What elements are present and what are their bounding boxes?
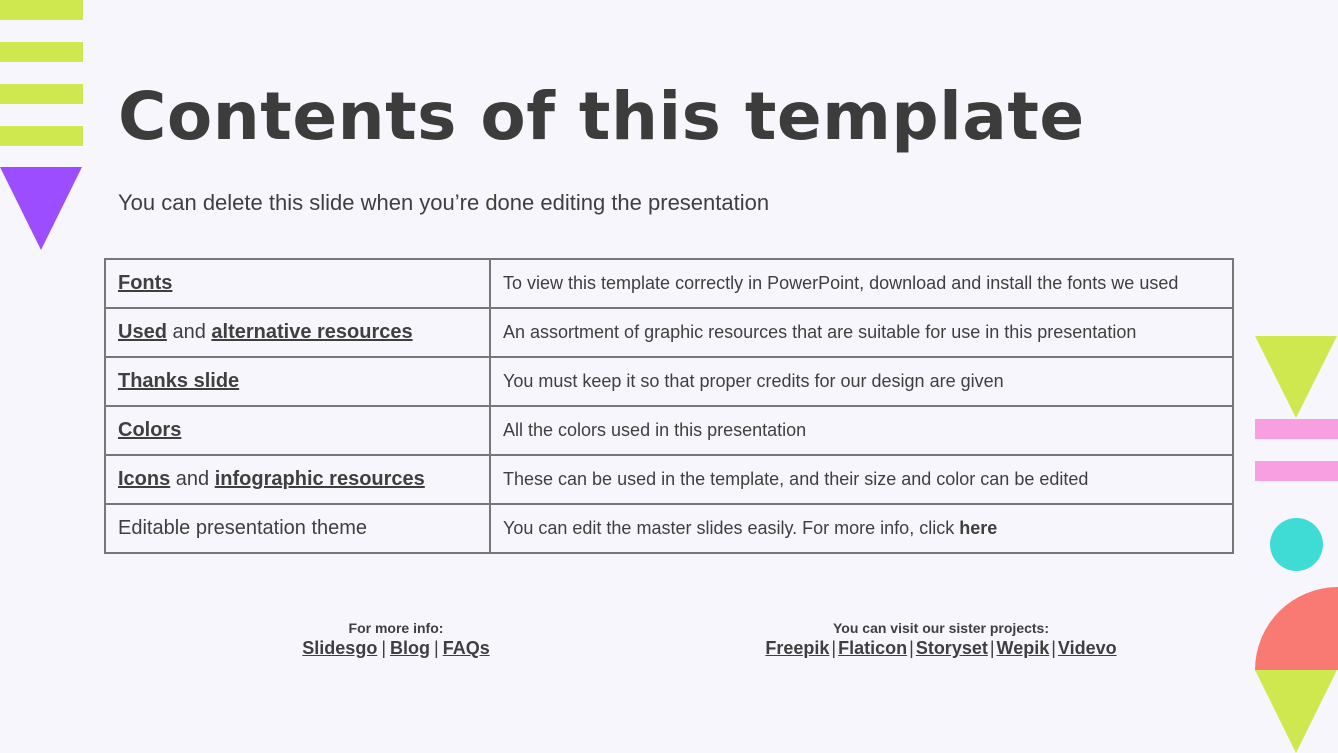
resource-description-cell: [490, 308, 1233, 357]
resource-name-cell: [105, 308, 490, 357]
link-separator: |: [989, 638, 995, 658]
lime-stripe-2: [0, 42, 83, 62]
resource-name-cell: [105, 504, 490, 553]
link-separator: |: [831, 638, 837, 658]
table-row: [105, 455, 1233, 504]
resource-name-cell: [105, 455, 490, 504]
coral-semicircle: [1255, 587, 1338, 670]
more-info-heading: For more info:: [348, 620, 444, 636]
resource-link[interactable]: Used: [118, 321, 167, 343]
resource-name-cell: [105, 406, 490, 455]
resource-description: You must keep it so that proper credits for our design are given: [503, 371, 1004, 391]
here-link[interactable]: here: [959, 518, 998, 538]
footer-link-flaticon[interactable]: Flaticon: [838, 638, 908, 658]
footer-link-videvo[interactable]: Videvo: [1057, 638, 1117, 658]
resource-description: You can edit the master slides easily. For more info, click: [503, 518, 960, 538]
contents-table: [104, 258, 1234, 554]
page-subtitle: You can delete this slide when you’re done editing the presentation: [118, 190, 770, 215]
table-row: [105, 308, 1233, 357]
link-separator: |: [381, 638, 386, 658]
lime-stripe-1: [0, 0, 83, 20]
footer-link-wepik[interactable]: Wepik: [996, 638, 1050, 658]
page-title: Contents of this template: [118, 78, 1085, 155]
table-row: [105, 259, 1233, 308]
resource-description-cell: [490, 455, 1233, 504]
link-separator: |: [1051, 638, 1056, 658]
table-row: [105, 406, 1233, 455]
teal-circle: [1270, 518, 1323, 571]
resource-text: and: [166, 321, 212, 343]
link-separator: |: [434, 638, 439, 658]
resource-description: To view this template correctly in PowerPoint, download and install the fonts we used: [503, 273, 1179, 293]
resource-description: An assortment of graphic resources that are suitable for use in this presentation: [503, 322, 1137, 342]
resource-link[interactable]: Icons: [118, 468, 171, 490]
resource-description: These can be used in the template, and their size and color can be edited: [503, 469, 1089, 489]
table-row: [105, 357, 1233, 406]
link-separator: |: [909, 638, 914, 658]
resource-link[interactable]: alternative resources: [211, 321, 413, 343]
resource-link[interactable]: Colors: [118, 419, 182, 441]
lime-stripe-4: [0, 126, 83, 146]
footer-link-freepik[interactable]: Freepik: [765, 638, 830, 658]
sister-projects-heading: You can visit our sister projects:: [832, 620, 1050, 636]
footer-link-storyset[interactable]: Storyset: [915, 638, 988, 658]
lime-stripe-3: [0, 84, 83, 104]
resource-description: All the colors used in this presentation: [503, 420, 807, 440]
resource-link[interactable]: infographic resources: [214, 468, 425, 490]
resource-description-cell: [490, 357, 1233, 406]
resource-text: and: [170, 468, 215, 490]
footer-link-blog[interactable]: Blog: [390, 638, 430, 658]
resource-link[interactable]: Fonts: [118, 272, 173, 294]
lime-triangle-top: [1255, 336, 1337, 418]
footer-link-slidesgo[interactable]: Slidesgo: [302, 638, 378, 658]
purple-triangle: [0, 167, 82, 250]
pink-stripe-2: [1255, 461, 1338, 481]
resource-name-cell: [105, 259, 490, 308]
sister-projects-links: [741, 638, 1141, 659]
table-row: [105, 504, 1233, 553]
resource-description-cell: [490, 259, 1233, 308]
resource-link[interactable]: Thanks slide: [118, 370, 240, 392]
sister-projects-footer: [741, 620, 1141, 659]
more-info-footer: [296, 620, 496, 659]
resource-description-cell: [490, 504, 1233, 553]
resource-description-cell: [490, 406, 1233, 455]
more-info-links: [296, 638, 496, 659]
footer-link-faqs[interactable]: FAQs: [442, 638, 490, 658]
resource-text: Editable presentation theme: [118, 517, 368, 539]
resource-name-cell: [105, 357, 490, 406]
lime-triangle-bottom: [1255, 670, 1337, 753]
pink-stripe-1: [1255, 419, 1338, 439]
